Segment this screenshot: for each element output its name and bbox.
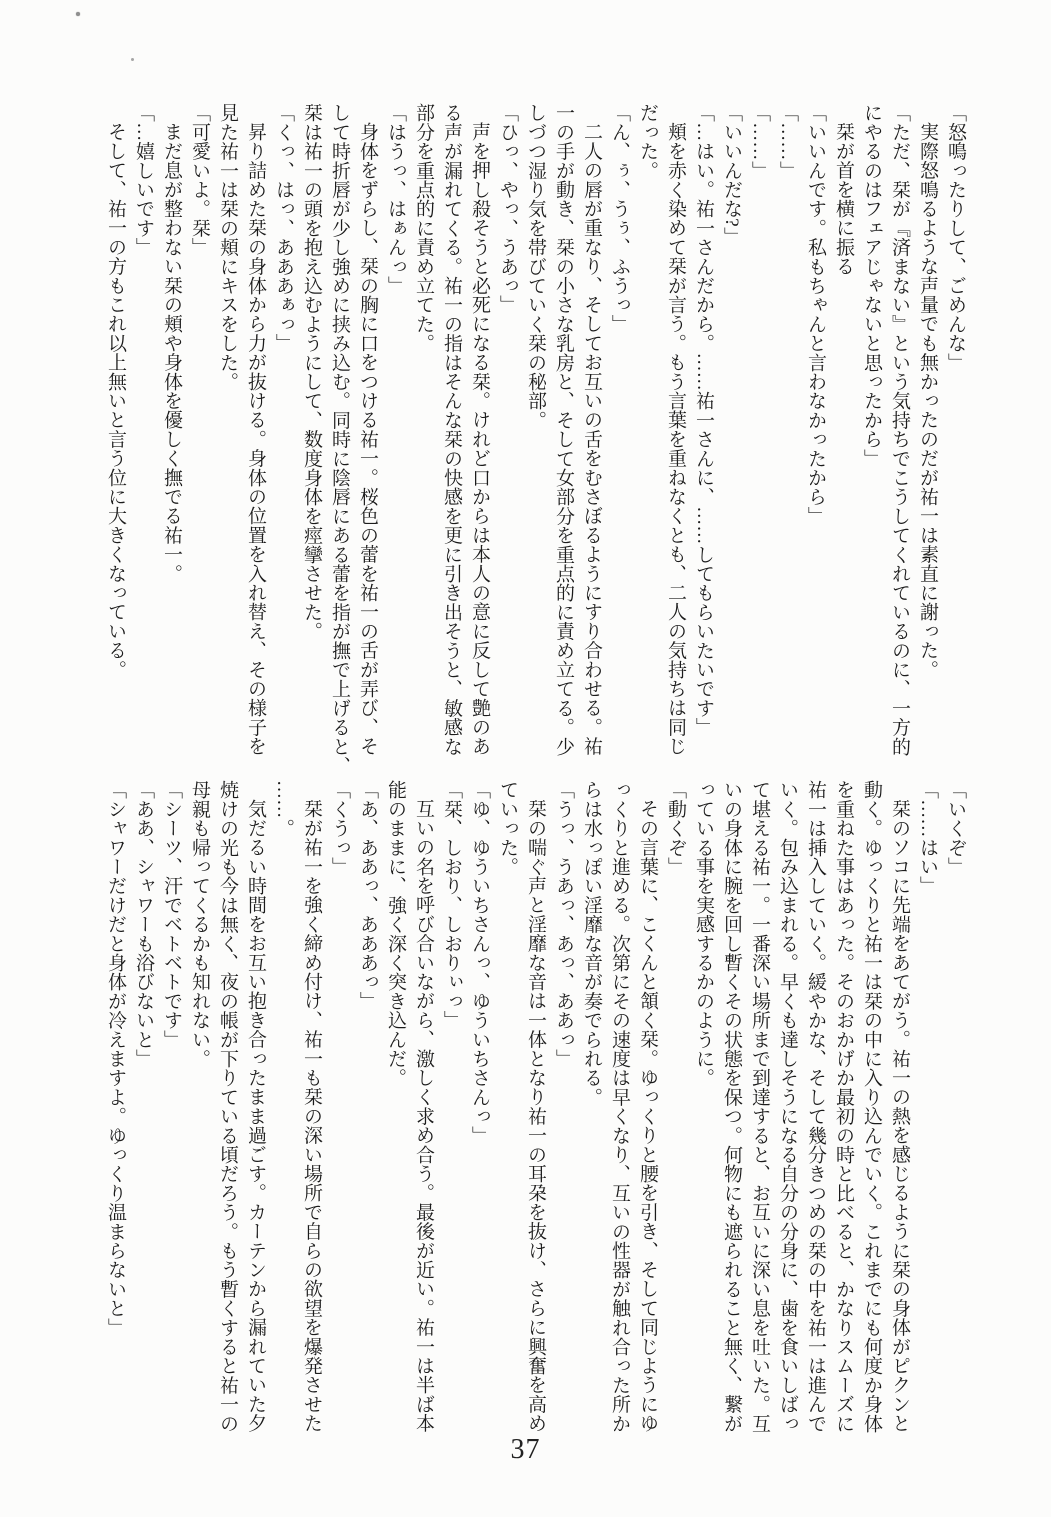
text-column: っくりと進める。次第にその速度は早くなり、互いの性器が触れ合った所か — [609, 780, 630, 1433]
text-column: 気だるい時間をお互い抱き合ったまま過ごす。カーテンから漏れていた夕 — [245, 799, 266, 1433]
text-column: にやるのはフェアじゃないと思ったから」 — [861, 103, 882, 468]
text-column: 「いいんです。私もちゃんと言わなかったから」 — [805, 103, 826, 526]
text-column: 「可愛いよ。栞」 — [189, 103, 210, 257]
text-column: 栞のソコに先端をあてがう。祐一の熱を感じるように栞の身体がピクンと — [889, 799, 910, 1433]
text-column: て堪える祐一。一番深い場所まで到達すると、お互いに深い息を吐いた。互 — [749, 780, 770, 1433]
text-column: そして、祐一の方もこれ以上無いと言う位に大きくなっている。 — [105, 122, 126, 679]
text-column: 「……はい」 — [917, 780, 938, 896]
page-number: 37 — [510, 1434, 541, 1465]
text-column: その言葉に、こくんと頷く栞。ゆっくりと腰を引き、そして同じようにゆ — [637, 799, 658, 1433]
text-column: 「怒鳴ったりして、ごめんな」 — [945, 103, 966, 372]
text-column: る声が漏れてくる。祐一の指はそんな栞の快感を更に引き出そうと、敏感な — [441, 103, 462, 756]
text-column: 「ひっ、やっ、うあっ」 — [497, 103, 518, 315]
text-column: 見た祐一は栞の頬にキスをした。 — [217, 103, 238, 391]
text-column: 声を押し殺そうと必死になる栞。けれど口からは本人の意に反して艶のあ — [469, 122, 490, 756]
text-column: 部分を重点的に責め立てた。 — [413, 103, 434, 353]
text-column: いく。包み込まれる。早くも達しそうになる自分の分身に、歯を食いしばっ — [777, 780, 798, 1433]
text-column: 「いいんだな?」 — [721, 103, 742, 247]
text-column: 「栞、しおり、しおりぃっ」 — [441, 780, 462, 1030]
text-column: 「いくぞ」 — [945, 780, 966, 876]
text-column: 「シーツ、汗でベトベトです」 — [161, 780, 182, 1049]
text-column: 「…はい。祐一さんだから。……祐一さんに、……してもらいたいです」 — [693, 103, 714, 737]
text-column: 「ただ、栞が『済まない』という気持ちでこうしてくれているのに、一方的 — [889, 103, 910, 756]
text-column: 「……」 — [749, 103, 770, 180]
scan-speck — [76, 12, 80, 16]
text-column: を重ねた事はあった。そのおかげか最初の時と比べると、かなりスムーズに — [833, 780, 854, 1433]
text-column: 「ああ、シャワーも浴びないと」 — [133, 780, 154, 1068]
text-column: 栞の喘ぐ声と淫靡な音は一体となり祐一の耳朶を抜け、さらに興奮を高め — [525, 799, 546, 1433]
text-column: 「……」 — [777, 103, 798, 180]
text-column: 動く。ゆっくりと祐一は栞の中に入り込んでいく。これまでにも何度か身体 — [861, 780, 882, 1433]
text-column: 「シャワーだけだと身体が冷えますよ。ゆっくり温まらないと」 — [105, 780, 126, 1337]
text-column: 「くっ、はっ、あああぁっ」 — [273, 103, 294, 353]
text-column: 二人の唇が重なり、そしてお互いの舌をむさぼるようにすり合わせる。祐 — [581, 122, 602, 756]
text-column: 互いの名を呼び合いながら、激しく求め合う。最後が近い。祐一は半ば本 — [413, 799, 434, 1433]
text-block-bottom — [101, 780, 969, 1433]
text-column: 「ん、ぅ、うぅ、ふうっ」 — [609, 103, 630, 334]
text-column: 「はうっ、はぁんっ」 — [385, 103, 406, 295]
text-column: しづつ湿り気を帯びていく栞の秘部。 — [525, 103, 546, 430]
text-column: 「あ、ああっ、あああっ」 — [357, 780, 378, 1011]
text-column: 「…嬉しいです」 — [133, 103, 154, 257]
text-column: 祐一は挿入していく。緩やかな、そして幾分きつめの栞の中を祐一は進んで — [805, 780, 826, 1433]
text-column: まだ息が整わない栞の頬や身体を優しく撫でる祐一。 — [161, 122, 182, 583]
text-column: 栞が首を横に振る — [833, 122, 854, 276]
text-column: 昇り詰めた栞の身体から力が抜ける。身体の位置を入れ替え、その様子を — [245, 122, 266, 756]
text-column: 能のままに、強く深く突き込んだ。 — [385, 780, 406, 1088]
text-block-top — [101, 103, 969, 775]
text-column: 焼けの光も今は無く、夜の帳が下りている頃だろう。もう暫くすると祐一の — [217, 780, 238, 1433]
text-column: 身体をずらし、栞の胸に口をつける祐一。桜色の蕾を祐一の舌が弄び、そ — [357, 122, 378, 756]
text-column: 「うっ、うあっ、あっ、ああっ」 — [553, 780, 574, 1068]
text-column: 栞が祐一を強く締め付け、祐一も栞の深い場所で自らの欲望を爆発させた — [301, 799, 322, 1433]
text-column: 「動くぞ」 — [665, 780, 686, 876]
text-column: ……。 — [273, 780, 294, 838]
scan-speck — [131, 58, 134, 61]
text-column: 頬を赤く染めて栞が言う。もう言葉を重ねなくとも、二人の気持ちは同じ — [665, 122, 686, 756]
text-column: 「ゆ、ゆういちさんっ、ゆういちさんっ」 — [469, 780, 490, 1145]
text-column: 実際怒鳴るような声量でも無かったのだが祐一は素直に謝った。 — [917, 122, 938, 679]
text-column: っている事を実感するかのように。 — [693, 780, 714, 1088]
text-column: 母親も帰ってくるかも知れない。 — [189, 780, 210, 1068]
text-column: 一の手が動き、栞の小さな乳房と、そして女部分を重点的に責め立てる。少 — [553, 103, 574, 756]
text-column: して時折唇が少し強めに挟み込む。同時に陰唇にある蕾を指が撫で上げると、 — [329, 103, 350, 775]
text-column: ていった。 — [497, 780, 518, 876]
text-column: いの身体に腕を回し暫くその状態を保つ。何物にも遮られること無く、繋が — [721, 780, 742, 1433]
text-column: 栞は祐一の頭を抱え込むようにして、数度身体を痙攣させた。 — [301, 103, 322, 641]
text-column: 「くうっ」 — [329, 780, 350, 876]
text-column: だった。 — [637, 103, 658, 180]
text-column: らは水っぽい淫靡な音が奏でられる。 — [581, 780, 602, 1107]
